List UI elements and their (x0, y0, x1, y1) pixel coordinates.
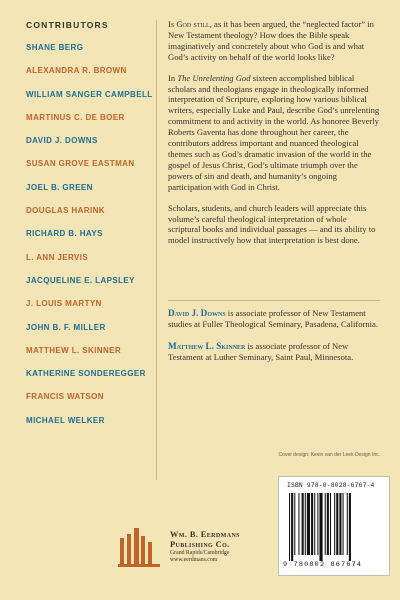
barcode-bars (289, 493, 379, 561)
description-p2-pre: In (168, 72, 178, 83)
contributor-name: WILLIAM SANGER CAMPBELL (26, 89, 153, 99)
contributor-name: MICHAEL WELKER (26, 415, 105, 425)
contributor-name: MARTINUS C. DE BOER (26, 112, 125, 122)
editor-name-1: David J. Downs (168, 308, 226, 318)
contributor-name: FRANCIS WATSON (26, 392, 104, 402)
contributor-name: SHANE BERG (26, 43, 84, 52)
description-paragraph-1 (168, 19, 380, 63)
description-paragraph-3: Scholars, students, and church leaders will appreciate this volume’s careful theological interpretation of whole scriptural books and individual passages — and its ability to model instructively how that interpretation is best done. (168, 202, 376, 246)
editor-bios (168, 308, 380, 374)
editor-name-2: Matthew L. Skinner (168, 340, 246, 351)
bio-divider (168, 300, 380, 301)
opening-small-caps: Is God still (168, 19, 210, 29)
contributor-name: L. ANN JERVIS (26, 252, 89, 262)
contributors-heading: CONTRIBUTORS (26, 20, 109, 30)
isbn-barcode (278, 476, 390, 576)
contributor-name: J. LOUIS MARTYN (26, 299, 102, 309)
isbn-label: ISBN 978-0-8028-6767-4 (287, 482, 375, 489)
eerdmans-logo-icon (118, 524, 162, 568)
contributor-name: ALEXANDRA R. BROWN (26, 66, 127, 76)
contributor-name: KATHERINE SONDEREGGER (26, 369, 146, 379)
editor-bio-2 (168, 341, 380, 363)
description-paragraph-2 (168, 73, 380, 193)
description-p1-text: , as it has been argued, the “neglected factor” in New Testament theology? How does the Bible speak imaginatively and concretely about who God is and what God’s activity on behalf of the world looks like? (168, 19, 374, 62)
contributor-name: JOHN B. F. MILLER (26, 322, 106, 332)
publisher-city: Grand Rapids/Cambridge (170, 550, 230, 556)
contributor-name: DOUGLAS HARINK (26, 206, 105, 216)
contributor-name: DAVID J. DOWNS (26, 136, 98, 146)
barcode-number: 9 780802 867674 (283, 561, 363, 569)
contributor-name: JOEL B. GREEN (26, 182, 93, 192)
editor-bio-1-text: is associate professor of New Testament studies at Fuller Theological Seminary, Pasadena, California. (168, 308, 379, 329)
contributor-name: RICHARD B. HAYS (26, 229, 103, 239)
editor-bio-1 (168, 308, 380, 330)
book-title: The Unrelenting God (177, 72, 251, 83)
contributors-sidebar (26, 20, 162, 439)
cover-design-credit: Cover design: Kevin van der Leek Design Inc. (278, 452, 380, 458)
contributor-name: SUSAN GROVE EASTMAN (26, 159, 135, 169)
sidebar-divider (156, 20, 157, 480)
contributor-name: MATTHEW L. SKINNER (26, 345, 122, 355)
publisher-url: www.eerdmans.com (170, 557, 218, 563)
contributors-list (26, 43, 162, 439)
editor-bio-2-text: is associate professor of New Testament at Luther Seminary, Saint Paul, Minnesota. (168, 340, 354, 362)
book-description (168, 19, 380, 256)
contributor-name: JACQUELINE E. LAPSLEY (26, 275, 135, 285)
publisher-text (170, 530, 240, 564)
publisher-name-line1: Wm. B. Eerdmans (170, 530, 240, 539)
publisher-name-line2: Publishing Co. (170, 540, 230, 549)
description-p2-text: sixteen accomplished biblical scholars and theologians engage in theologically informed interpretation of Scripture, exploring how various biblical writers, especially Luke and Paul, describe God’s unrelenting commitment to and activity in the world. As honoree Beverly Roberts Gaventa has done throughout her career, the contributors address important and nuanced theological themes such as God’s dramatic invasion of the world in the gospel of Jesus Christ, God’s ultimate triumph over the powers of sin and death, and humanity’s ongoing participation with God in Christ. (168, 72, 380, 192)
